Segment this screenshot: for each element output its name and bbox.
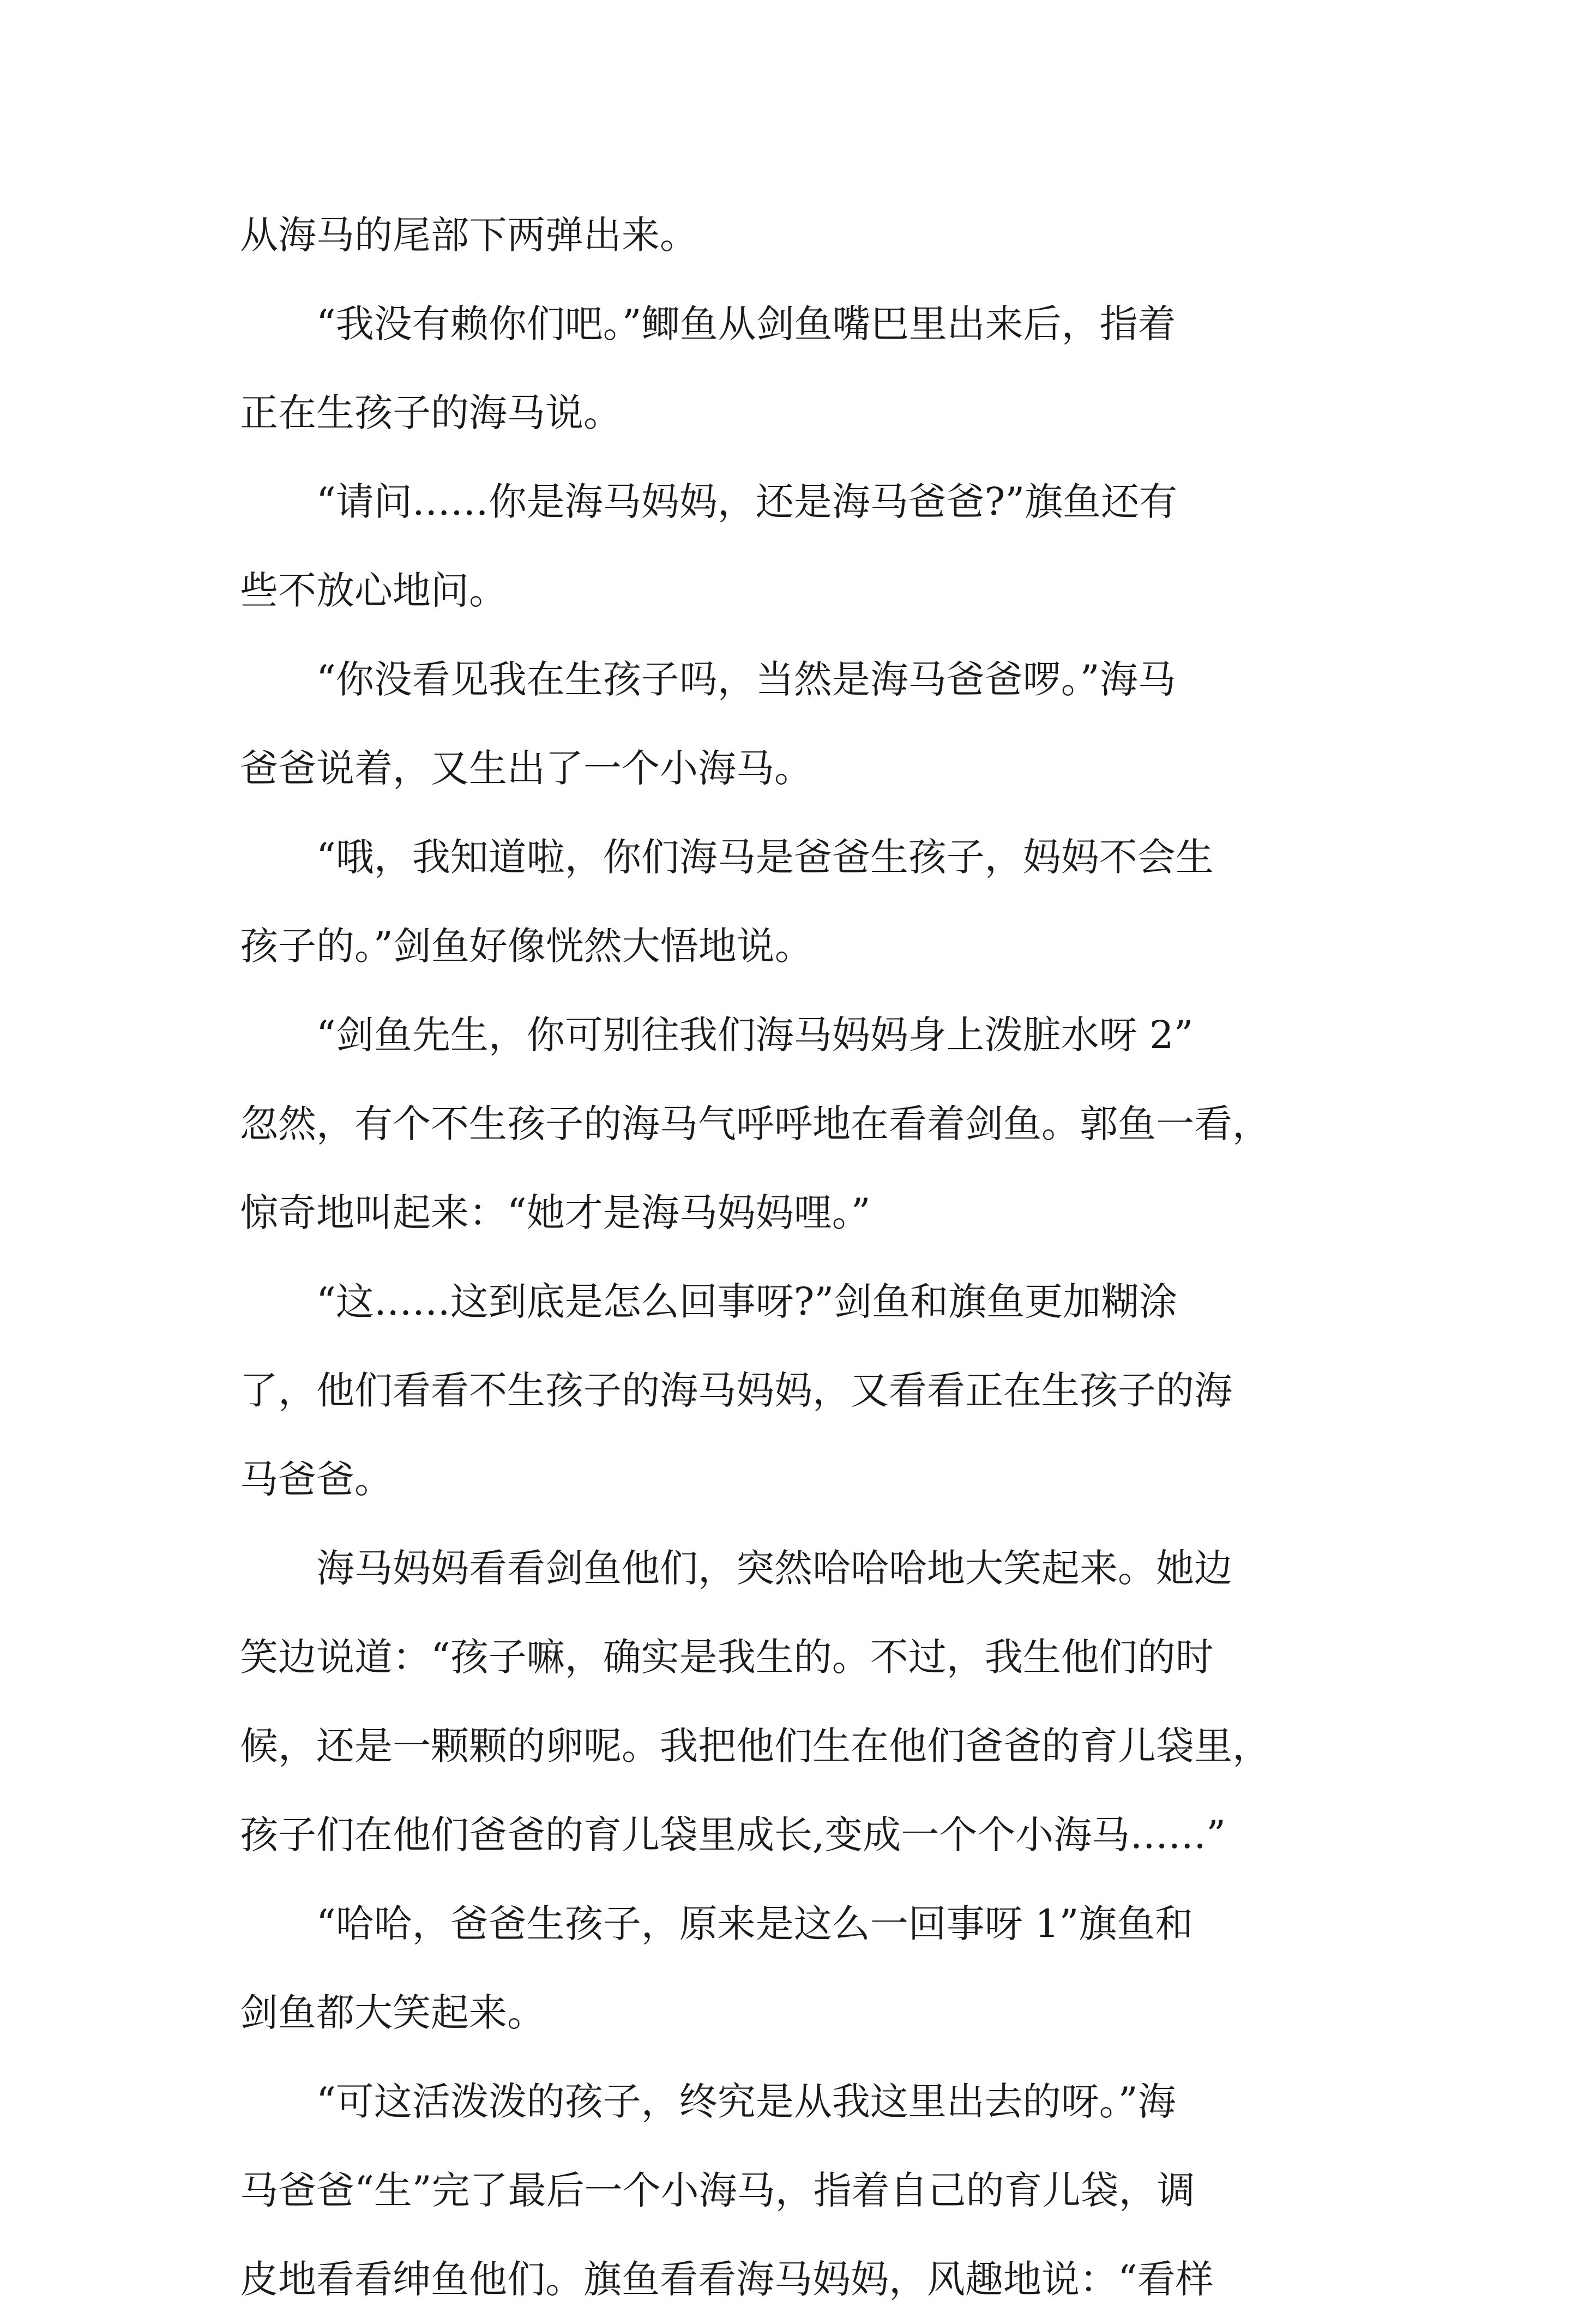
paragraph: “剑鱼先生，你可别往我们海马妈妈身上泼脏水呀 2” 忽然，有个不生孩子的海马气呼呼地在看着剑鱼。郭鱼一看， 惊奇地叫起来：“她才是海马妈妈哩。” (240, 1013, 1270, 1235)
paragraph: “请问……你是海马妈妈，还是海马爸爸?”旗鱼还有 些不放心地问。 (240, 479, 1178, 613)
paragraph: “哦，我知道啦，你们海马是爸爸生孩子，妈妈不会生 孩子的。”剑鱼好像恍然大悟地说。 (240, 835, 1214, 968)
paragraph: “哈哈，爸爸生孩子，原来是这么一回事呀 1”旗鱼和 剑鱼都大笑起来。 (240, 1901, 1194, 2035)
paragraph: “可这活泼泼的孩子，终究是从我这里出去的呀。”海 马爸爸“生”完了最后一个小海马，指着自己的育儿袋，调 皮地看看绅鱼他们。旗鱼看看海马妈妈，风趣地说：“看样 (240, 2079, 1214, 2302)
paragraph: 从海马的尾部下两弹出来。 (240, 213, 698, 257)
body-text (240, 191, 1347, 2324)
paragraph: “我没有赖你们吧。”鲫鱼从剑鱼嘴巴里出来后，指着 正在生孩子的海马说。 (240, 302, 1176, 435)
paragraph: 海马妈妈看看剑鱼他们，突然哈哈哈地大笑起来。她边 笑边说道：“孩子嘛，确实是我生的。不过，我生他们的时 候，还是一颗颗的卵呢。我把他们生在他们爸爸的育儿袋里， 孩子们在他们爸爸的育儿袋里成长,变成一个个小海马……” (240, 1546, 1270, 1857)
paragraph: “你没看见我在生孩子吗，当然是海马爸爸啰。”海马 爸爸说着，又生出了一个小海马。 (240, 657, 1176, 791)
paragraph: “这……这到底是怎么回事呀?”剑鱼和旗鱼更加糊涂 了，他们看看不生孩子的海马妈妈，又看看正在生孩子的海 马爸爸。 (240, 1279, 1232, 1502)
